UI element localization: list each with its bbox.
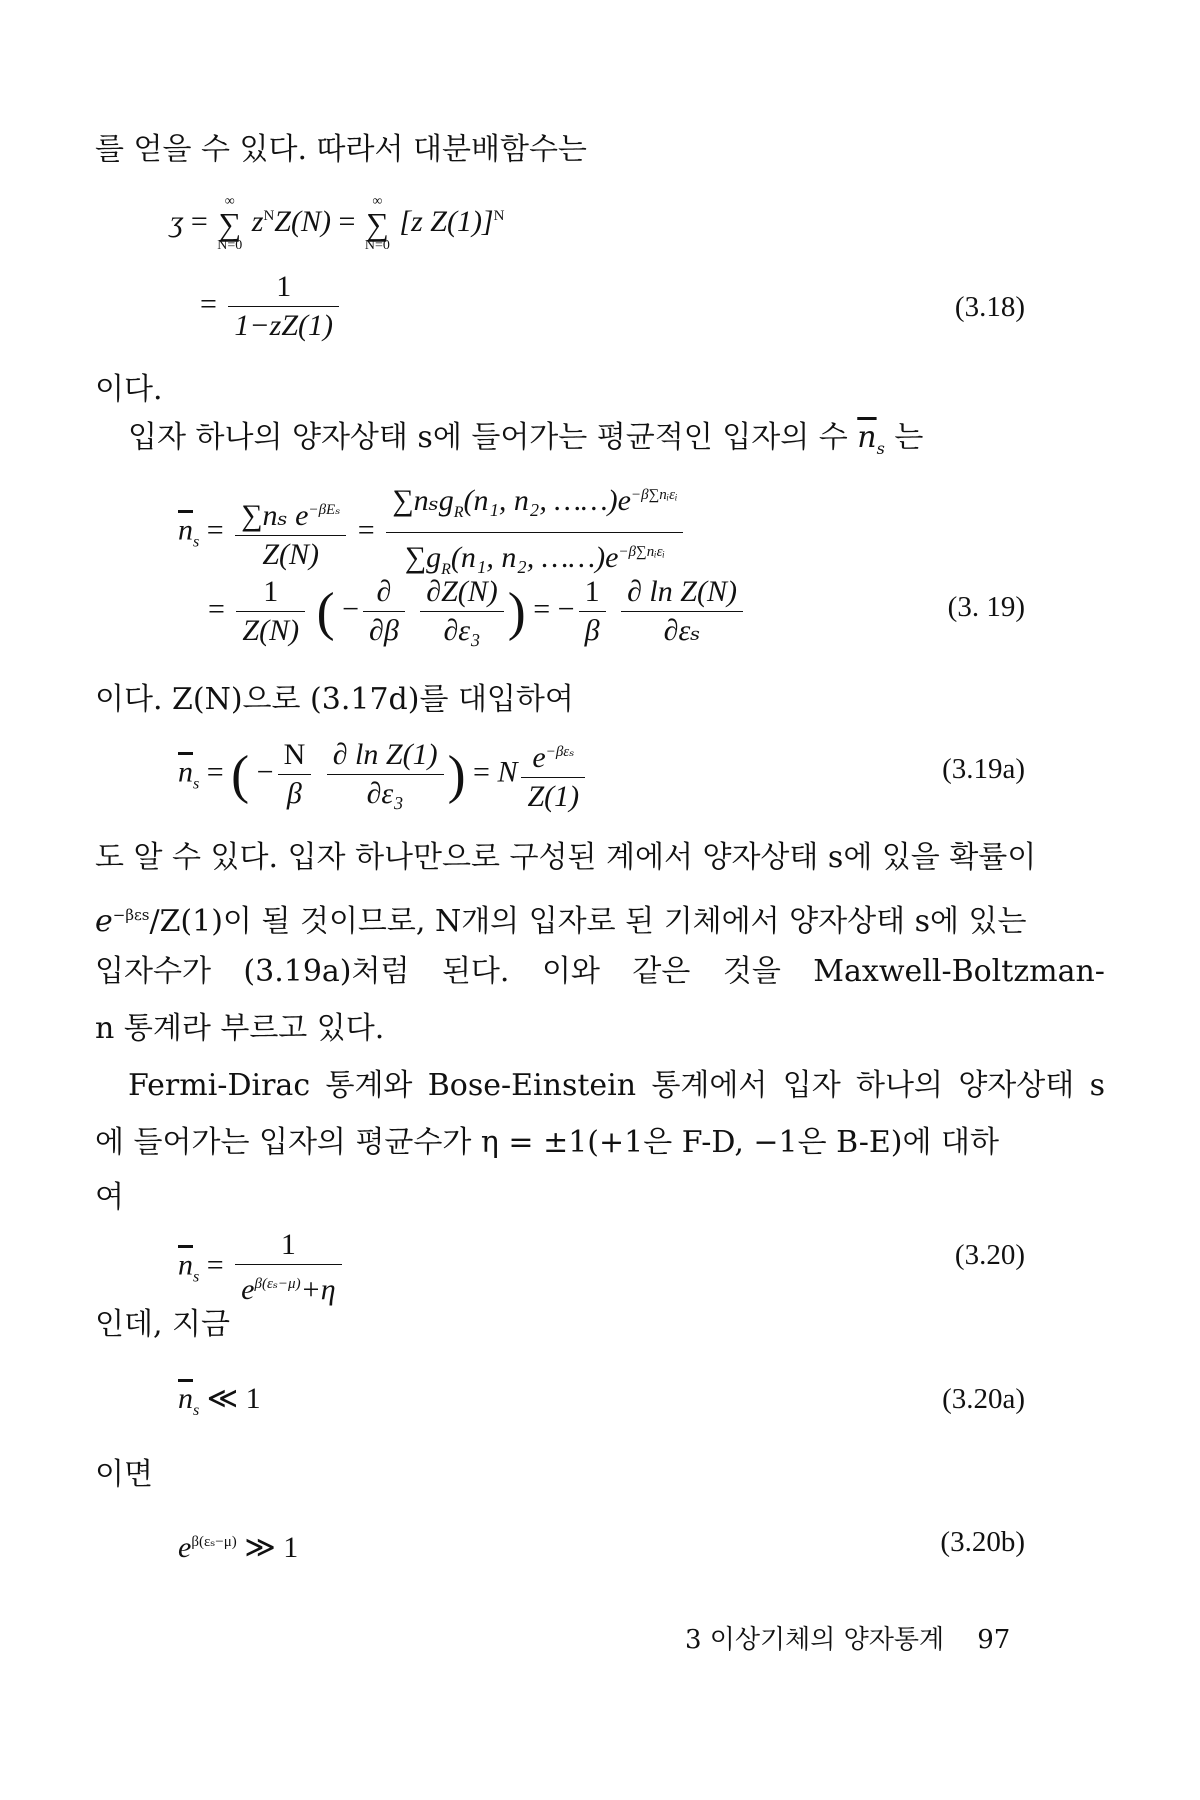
fraction: $\frac{1}{\beta}$: [579, 575, 606, 648]
fraction: $\frac{1}{e^{\beta(\varepsilon_s-\mu)}+\eta}$: [235, 1228, 342, 1307]
equation-3-19a: $\overline{n}_s$ = ( − $\frac{N}{\beta}$ $\frac{\text{∂ ln Z(1)}}{\text{∂ε₃}}$ ) = N $e^{-\beta\varepsilon_s}$ Z(1): [178, 735, 589, 814]
fraction: $\frac{\text{∂ ln Z(1)}}{\text{∂ε₃}}$: [327, 738, 444, 811]
running-footer: [685, 1624, 1010, 1656]
equation-3-18-line1: ʒ = ∞ ∑ N=0 $z^NZ(N)$ = ∞ ∑ N=0 [z Z(1)]$^N$: [170, 194, 505, 253]
sum-operator: ∞ ∑ N=0: [217, 194, 243, 253]
paragraph-fd-be-line2: 에 들어가는 입자의 평균수가 η = ±1(+1은 F-D, −1은 B-E)에 대하: [95, 1125, 999, 1160]
fraction: $\frac{1}{Z(N)}$: [236, 575, 305, 648]
fraction: $\frac{N}{\beta}$: [278, 738, 312, 811]
paragraph-fd-be-line1: Fermi-Dirac 통계와 Bose-Einstein 통계에서 입자 하나의 양자상태 s: [128, 1068, 1105, 1103]
equation-3-18-line2: = $\frac{1}{1-zZ(1)}$: [200, 270, 343, 343]
paragraph-substitute: 이다. Z(N)으로 (3.17d)를 대입하여: [95, 682, 574, 717]
fraction: ∂ ∂β: [363, 575, 405, 648]
paragraph-now: 인데, 지금: [95, 1307, 230, 1342]
fraction: $\frac{\partial Z(N)}{\text{∂ε₃}}$: [420, 575, 504, 648]
paragraph-intro: 를 얻을 수 있다. 따라서 대분배함수는: [95, 132, 587, 167]
paragraph-probability-line4: n 통계라 부르고 있다.: [95, 1011, 385, 1046]
page-number: 97: [977, 1625, 1011, 1655]
equation-number-3-20: (3.20): [954, 1239, 1025, 1271]
equation-3-20b: $e^{\beta(\varepsilon_s-\mu)}$ ≫ 1: [178, 1531, 299, 1564]
paragraph-probability-line1: 도 알 수 있다. 입자 하나만으로 구성된 계에서 양자상태 s에 있을 확률이: [95, 840, 1037, 875]
fraction: $\frac{1}{1-zZ(1)}$: [228, 270, 339, 343]
fraction: ∑nₛg$_R$(n₁, n₂, $\dots\dots)e^{-\beta\sum nᵢ\varepsilon ᵢ}$ $\sum g_R(n_1$, n₂, $\dots\dots)e^{-\beta\sum nᵢ\varepsilon ᵢ}$: [386, 478, 683, 587]
fraction: $e^{-\beta\varepsilon_s}$ Z(1): [521, 735, 585, 814]
sum-operator: ∞ ∑ N=0: [364, 194, 390, 253]
paragraph-if: 이면: [95, 1457, 153, 1492]
equation-number-3-20b: (3.20b): [940, 1526, 1025, 1558]
fraction: ∑nₛ $e^{-\beta E_s}$ Z(N): [235, 493, 346, 572]
paragraph-ida-1: 이다.: [95, 372, 163, 407]
equation-3-20: $\overline{n}_s$ = $\frac{1}{e^{\beta(\varepsilon_s-\mu)}+\eta}$: [178, 1228, 346, 1307]
paragraph-probability-line2: $e^{-\beta\varepsilon s}/Z(1)$이 될 것이므로, N개의 입자로 된 기체에서 양자상태 s에 있는: [95, 904, 1027, 939]
equation-number-3-19: (3. 19): [947, 591, 1025, 623]
equation-3-19-line1: $\overline{n}_s$ = ∑nₛ $e^{-\beta E_s}$ Z(N) = ∑nₛg$_R$(n₁, n₂, $\dots\dots)e^{-\beta\sum nᵢ\varepsilon ᵢ}$ $\sum g_R(n_1$, n₂, $\dots\dots)e^{-\beta\sum nᵢ\varepsilon ᵢ}$: [178, 478, 687, 587]
equation-3-20a: $\overline{n}_s$ ≪ 1: [178, 1382, 261, 1419]
equation-number-3-19a: (3.19a): [942, 753, 1025, 785]
paragraph-probability-line3: 입자수가 (3.19a)처럼 된다. 이와 같은 것을 Maxwell-Boltzman-: [95, 954, 1105, 989]
paragraph-fd-be-line3: 여: [95, 1180, 124, 1215]
fraction: $\frac{\text{∂ ln Z(N)}}{\text{∂εₛ}}$: [621, 575, 743, 648]
equation-number-3-18: (3.18): [954, 291, 1025, 323]
chapter-title: 3 이상기체의 양자통계: [685, 1625, 945, 1655]
equation-number-3-20a: (3.20a): [942, 1383, 1025, 1415]
equation-3-19-line2: = $\frac{1}{Z(N)}$ ( − ∂ ∂β $\frac{\partial Z(N)}{\text{∂ε₃}}$ ) = − $\frac{1}{\beta}$ $\frac{\text{∂ ln Z(N)}}{\text{∂εₛ}}$: [208, 575, 747, 648]
grand-partition-symbol: ʒ: [170, 204, 184, 238]
paragraph-mean-occupation-intro: 입자 하나의 양자상태 s에 들어가는 평균적인 입자의 수 $\overline{n}_s$ 는: [128, 420, 924, 458]
